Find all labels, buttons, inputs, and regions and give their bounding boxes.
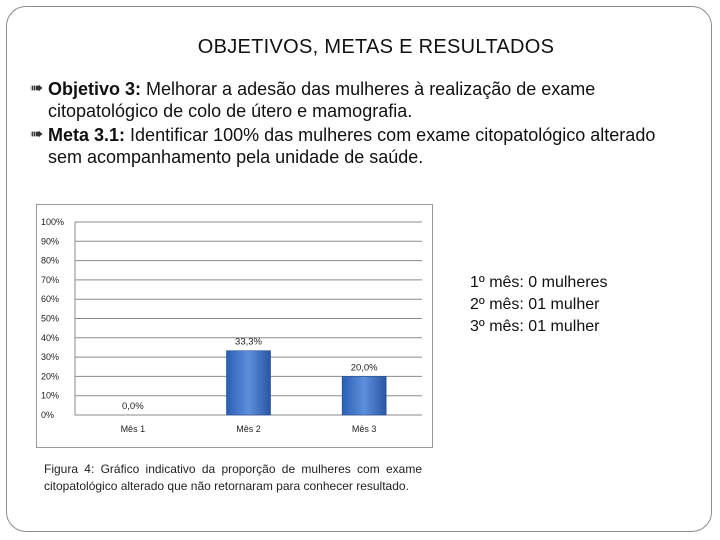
y-tick-label: 100%	[41, 217, 65, 227]
summary-month-2: 2º mês: 01 mulher	[470, 296, 600, 313]
slide-title: OBJETIVOS, METAS E RESULTADOS	[197, 36, 555, 58]
bullet-label: Meta 3.1:	[48, 125, 126, 145]
y-tick-label: 0%	[41, 410, 55, 420]
bullet-text: Melhorar a adesão das mulheres à realização de exame citopatológico de colo de útero e mamografia.	[48, 79, 596, 121]
bullet-text: Identificar 100% das mulheres com exame citopatológico alterado sem acompanhamento pela unidade de saúde.	[48, 125, 656, 167]
bullet-meta	[30, 124, 680, 168]
bullet-label: Objetivo 3:	[48, 79, 142, 99]
monthly-summary	[470, 272, 607, 338]
bullet-arrow-icon: ➠	[30, 80, 44, 97]
y-tick-label: 10%	[41, 390, 60, 401]
y-tick-label: 70%	[41, 274, 60, 285]
y-tick-label: 90%	[41, 236, 60, 247]
bullet-list	[30, 78, 680, 170]
bar	[227, 351, 271, 415]
data-label: 0,0%	[122, 401, 144, 412]
figure-caption: Figura 4: Gráfico indicativo da proporção de mulheres com exame citopatológico alterado que não retornaram para conhecer resultado.	[44, 462, 422, 493]
y-tick-label: 40%	[41, 332, 60, 343]
y-tick-label: 50%	[41, 313, 60, 324]
x-tick-label: Mês 2	[236, 424, 261, 434]
chart-canvas	[37, 205, 432, 447]
data-label: 20,0%	[350, 362, 378, 374]
y-tick-label: 20%	[41, 371, 60, 382]
y-tick-label: 80%	[41, 255, 60, 266]
x-tick-label: Mês 1	[120, 424, 146, 434]
y-tick-label: 60%	[41, 294, 60, 305]
data-label: 33,3%	[235, 336, 262, 348]
x-tick-label: Mês 3	[351, 424, 377, 434]
summary-month-3: 3º mês: 01 mulher	[470, 318, 600, 335]
bullet-arrow-icon: ➠	[30, 126, 44, 143]
y-tick-label: 30%	[41, 352, 60, 363]
bullet-objetivo	[30, 78, 680, 122]
bar-chart	[36, 204, 433, 448]
summary-month-1: 1º mês: 0 mulheres	[470, 274, 608, 291]
bar	[342, 376, 386, 415]
